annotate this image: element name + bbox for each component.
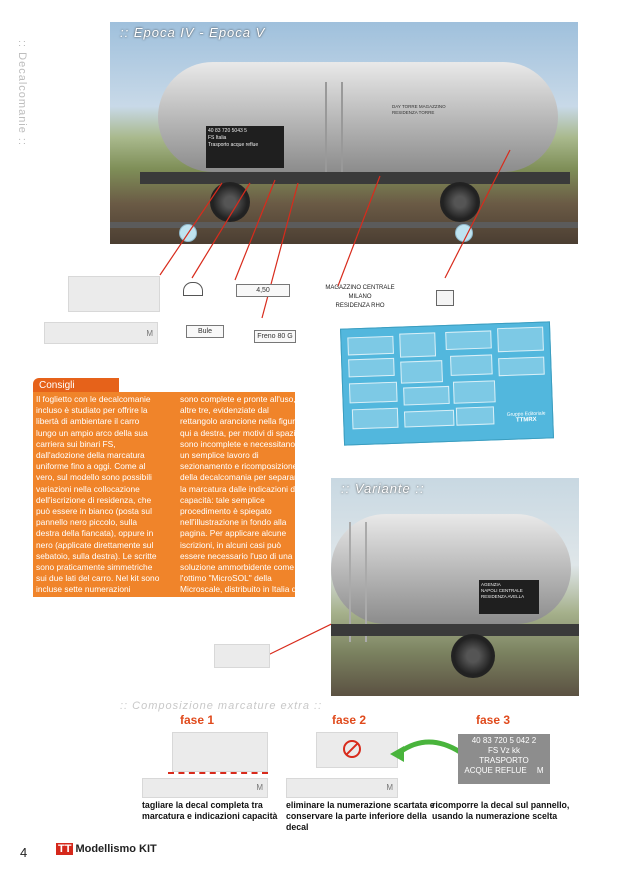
sheet-cell bbox=[450, 354, 493, 375]
sheet-cell bbox=[404, 410, 455, 428]
consigli-column-2 bbox=[180, 394, 305, 607]
logo-tt: TT bbox=[58, 843, 72, 855]
fase-3-number: 40 83 720 5 042 2 bbox=[471, 736, 537, 745]
fase-3-m-mark: M bbox=[536, 766, 544, 775]
fase-1-cut-line bbox=[168, 772, 268, 774]
sheet-cell bbox=[403, 386, 450, 406]
variant-underframe bbox=[331, 624, 579, 636]
sheet-cell bbox=[445, 330, 492, 350]
tank-residence-text: DAY TORRE MAGAZZINO RESIDENZA TORRE bbox=[392, 104, 446, 115]
consigli-header: Consigli bbox=[33, 378, 119, 393]
freno-label: Freno 80 G bbox=[254, 330, 296, 343]
sheet-cell bbox=[453, 380, 496, 403]
magazzino-line-2: RESIDENZA RHO bbox=[335, 303, 385, 309]
magazzino-label bbox=[318, 284, 402, 311]
sheet-cell bbox=[456, 406, 495, 425]
variant-panel-line-1: AGENZIA bbox=[481, 582, 501, 587]
magazzino-line-1: MAGAZZINO CENTRALE MILANO bbox=[325, 285, 395, 300]
fase-3-description: ricomporre la decal sul pannello, usando la numerazione scelta bbox=[432, 800, 570, 821]
sheet-cell bbox=[349, 382, 398, 404]
variant-wheelset bbox=[451, 634, 495, 678]
decal-preview-1 bbox=[68, 276, 160, 312]
photo-title: :: Epoca IV - Epoca V bbox=[120, 25, 266, 40]
sheet-brand-line-1: Gruppo Editoriale bbox=[506, 410, 546, 418]
sheet-cell bbox=[399, 332, 436, 357]
sheet-brand-line-2: TTMRX bbox=[515, 416, 537, 424]
prohibited-icon bbox=[343, 740, 361, 758]
fase-2-m-mark: M bbox=[386, 783, 393, 792]
fase-3-fs: FS Vz kk bbox=[487, 746, 520, 755]
consigli-text-1: Il foglietto con le decalcomanie incluso è studiato per offrire la libertà di ambientare il carro lungo un ampio arco della sua carriera sui binari FS, dall'adozione della marcatura uniforme fino a oggi. Come al vero, sul modello sono possibili variazioni nella collocazione dell'iscrizione di residenza, che può essere in bianco (posta sul pannello nero piccolo, sulla destra della fiancata), oppure in nero (applicate direttamente sul sebatoio, sulla destra). Le scritte sono praticamente simmetriche sui due lati del carro. Nel kit sono incluse sette numerazioni differenti. Quattro di queste bbox=[36, 394, 160, 606]
fase-3-trasporto: TRASPORTO bbox=[479, 756, 529, 765]
panel-symbol-icon bbox=[436, 290, 454, 306]
fase-3-decal bbox=[458, 734, 550, 784]
consigli-box bbox=[33, 392, 305, 606]
sheet-cell bbox=[352, 408, 399, 430]
fase-1-decal-top bbox=[172, 732, 268, 772]
fase-3-acque-row bbox=[458, 766, 550, 776]
fase-2-decal-bottom bbox=[286, 778, 398, 798]
side-label-text: :: Decalcomanie :: bbox=[16, 40, 28, 147]
brake-symbol-icon bbox=[183, 282, 203, 296]
sheet-brand bbox=[504, 410, 548, 424]
composizione-title: :: Composizione marcature extra :: bbox=[120, 700, 323, 712]
gauge-label: 4,50 bbox=[236, 284, 290, 297]
sheet-cell bbox=[347, 336, 394, 356]
fase-1-description: tagliare la decal completa tra marcatura e indicazioni capacità bbox=[142, 800, 278, 821]
consigli-text-2: sono complete e pronte all'uso, le altre tre, evidenziate dal rettangolo arancione nella figura qui a destra, per motivi di spazio sono incomplete e necessitano di un semplice lavoro di sezionamento e ricomposizione della decalcomania per separare la marcatura dalle indicazioni di capacità: tale semplice procedimento è spiegato nell'illustrazione in fondo alla pagina. Per applicare alcune iscrizioni, in alcuni casi può essere necessario l'uso di una soluzione ammorbidente come l'ottimo "MicroSOL" della Microscale, distribuito in Italia da Mantua Model. bbox=[180, 394, 305, 606]
page-number: 4 bbox=[20, 845, 28, 860]
decal-sheet bbox=[340, 321, 554, 445]
logo-text: Modellismo KIT bbox=[75, 843, 157, 855]
prohibited-slash bbox=[346, 743, 359, 756]
panel-fs: FS Italia bbox=[208, 135, 227, 141]
variant-decal-preview bbox=[214, 644, 270, 668]
variant-title: :: Variante :: bbox=[341, 481, 425, 496]
variant-panel bbox=[479, 580, 539, 614]
decal-preview-2 bbox=[44, 322, 158, 344]
sheet-cell bbox=[497, 327, 544, 353]
magazine-logo bbox=[56, 843, 157, 855]
consigli-column-1 bbox=[36, 394, 161, 607]
sheet-cell bbox=[498, 357, 545, 377]
variant-panel-line-3: RESIDENZA AVELLA bbox=[481, 594, 525, 599]
fase-3-acque: ACQUE REFLUE bbox=[464, 766, 527, 775]
fase-1-label: fase 1 bbox=[180, 713, 215, 727]
bule-label: Bule bbox=[186, 325, 224, 338]
panel-use: Trasporto acque reflue bbox=[208, 142, 259, 148]
panel-number: 40 83 720 5043 5 bbox=[208, 128, 247, 134]
variant-photo bbox=[331, 478, 579, 696]
fase-2-description: eliminare la numerazione scartata e conservare la parte inferiore della decal bbox=[286, 800, 435, 832]
sheet-cell bbox=[400, 360, 443, 383]
fase-2-label: fase 2 bbox=[332, 713, 367, 727]
fase-1-decal-bottom bbox=[142, 778, 268, 798]
decal-m-mark: M bbox=[146, 329, 153, 338]
variant-panel-line-2: NAPOLI CENTRALE bbox=[481, 588, 523, 593]
green-arrow-icon bbox=[388, 738, 464, 764]
fase-1-m-mark: M bbox=[256, 783, 263, 792]
sheet-cell bbox=[348, 358, 395, 378]
fase-3-label: fase 3 bbox=[476, 713, 511, 727]
